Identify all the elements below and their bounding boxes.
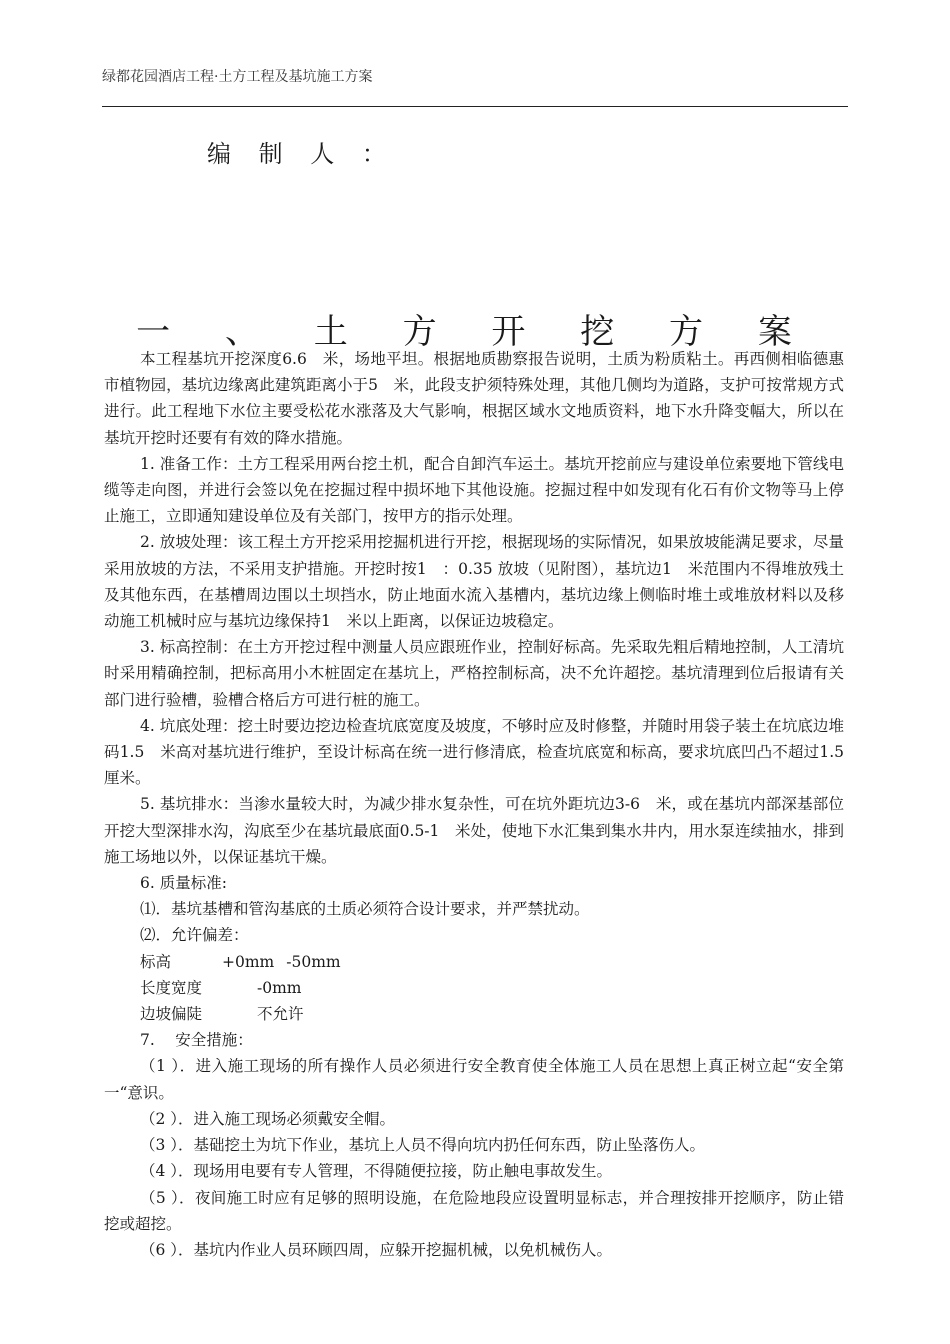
safety-heading: 7. 安全措施： (140, 1031, 253, 1050)
section-title: 一 、 土 方 开 挖 方 案 (136, 312, 814, 352)
safety-item: （5 ）．夜间施工时应有足够的照明设施，在危险地段应设置明显标志，并合理按排开挖顺序，防止错挖或超挖。 (104, 1188, 844, 1233)
safety-item: （6 ）．基坑内作业人员环顾四周，应躲开挖掘机械，以免机械伤人。 (140, 1240, 613, 1259)
tolerance-value: -50mm (286, 952, 341, 971)
tolerance-name: 边坡偏陡 (140, 1005, 203, 1024)
tolerance-value: +0mm (222, 952, 275, 971)
tolerance-value: 不允许 (257, 1005, 304, 1024)
safety-item: （4 ）．现场用电要有专人管理，不得随便拉接，防止触电事故发生。 (140, 1162, 613, 1181)
document-body (104, 346, 860, 1263)
intro-paragraph: 本工程基坑开挖深度6.6 米，场地平坦。根据地质勘察报告说明，土质为粉质粘土。再西侧相临德惠市植物园，基坑边缘离此建筑距离小于5 米，此段支护须特殊处理，其他几侧均为道路，支护可按常规方式进行。此工程地下水位主要受松花水涨落及大气影响，根据区域水文地质资料，地下水升降变幅大，所以在基坑开挖时还要有有效的降水措施。 (104, 350, 844, 447)
tolerance-name: 长度宽度 (140, 978, 203, 997)
running-header: 绿都花园酒店工程·土方工程及基坑施工方案 (102, 69, 373, 85)
safety-item: （1 ）．进入施工现场的所有操作人员必须进行安全教育使全体施工人员在思想上真正树立起“安全第一“意识。 (104, 1057, 844, 1102)
header-divider (102, 106, 848, 107)
item-slope: 2. 放坡处理：该工程土方开挖采用挖掘机进行开挖，根据现场的实际情况，如果放坡能满足要求，尽量采用放坡的方法，不采用支护措施。开挖时按1 ：0.35 放坡（见附图），基坑边1 米范围内不得堆放残土及其他东西，在基槽周边围以土坝挡水，防止地面水流入基槽内，基坑边缘上侧临时堆土或堆放材料以及移动施工机械时应与基坑边缘保持1 米以上距离，以保证边坡稳定。 (104, 533, 844, 631)
quality-point-2: ⑵．允许偏差： (140, 926, 249, 945)
tolerance-row (104, 975, 844, 1001)
tolerance-row (104, 949, 844, 975)
item-pit-bottom: 4. 坑底处理：挖土时要边挖边检查坑底宽度及坡度，不够时应及时修整，并随时用袋子装土在坑底边堆码1.5 米高对基坑进行维护，至设计标高在统一进行修清底，检查坑底宽和标高，要求坑底凹凸不超过1.5 厘米。 (104, 716, 860, 788)
item-quality-heading: 6. 质量标准: (140, 874, 227, 893)
tolerance-name: 标高 (140, 952, 172, 971)
compiler-label: 编 制 人 ： (207, 140, 396, 168)
item-drainage: 5. 基坑排水：当渗水量较大时，为减少排水复杂性，可在坑外距坑边3-6 米，或在基坑内部深基部位开挖大型深排水沟，沟底至少在基坑最底面0.5-1 米处，使地下水汇集到集水井内，用水泵连续抽水，排到施工场地以外，以保证基坑干燥。 (104, 795, 844, 866)
quality-point-1: ⑴．基坑基槽和管沟基底的土质必须符合设计要求，并严禁扰动。 (140, 900, 590, 919)
tolerance-row (104, 1001, 844, 1027)
tolerance-value: -0mm (257, 978, 302, 997)
safety-item: （2 ）．进入施工现场必须戴安全帽。 (140, 1109, 396, 1128)
item-elevation: 3. 标高控制：在土方开挖过程中测量人员应跟班作业，控制好标高。先采取先粗后精地控制，人工清坑时采用精确控制，把标高用小木桩固定在基坑上，严格控制标高，决不允许超挖。基坑清理到位后报请有关部门进行验槽，验槽合格后方可进行桩的施工。 (104, 638, 844, 709)
safety-item: （3 ）．基础挖土为坑下作业，基坑上人员不得向坑内扔任何东西，防止坠落伤人。 (140, 1136, 706, 1155)
item-preparation: 1. 准备工作：土方工程采用两台挖土机，配合自卸汽车运土。基坑开挖前应与建设单位索要地下管线电缆等走向图，并进行会签以免在挖掘过程中损坏地下其他设施。挖掘过程中如发现有化石有价文物等马上停止施工，立即通知建设单位及有关部门，按甲方的指示处理。 (104, 454, 844, 526)
